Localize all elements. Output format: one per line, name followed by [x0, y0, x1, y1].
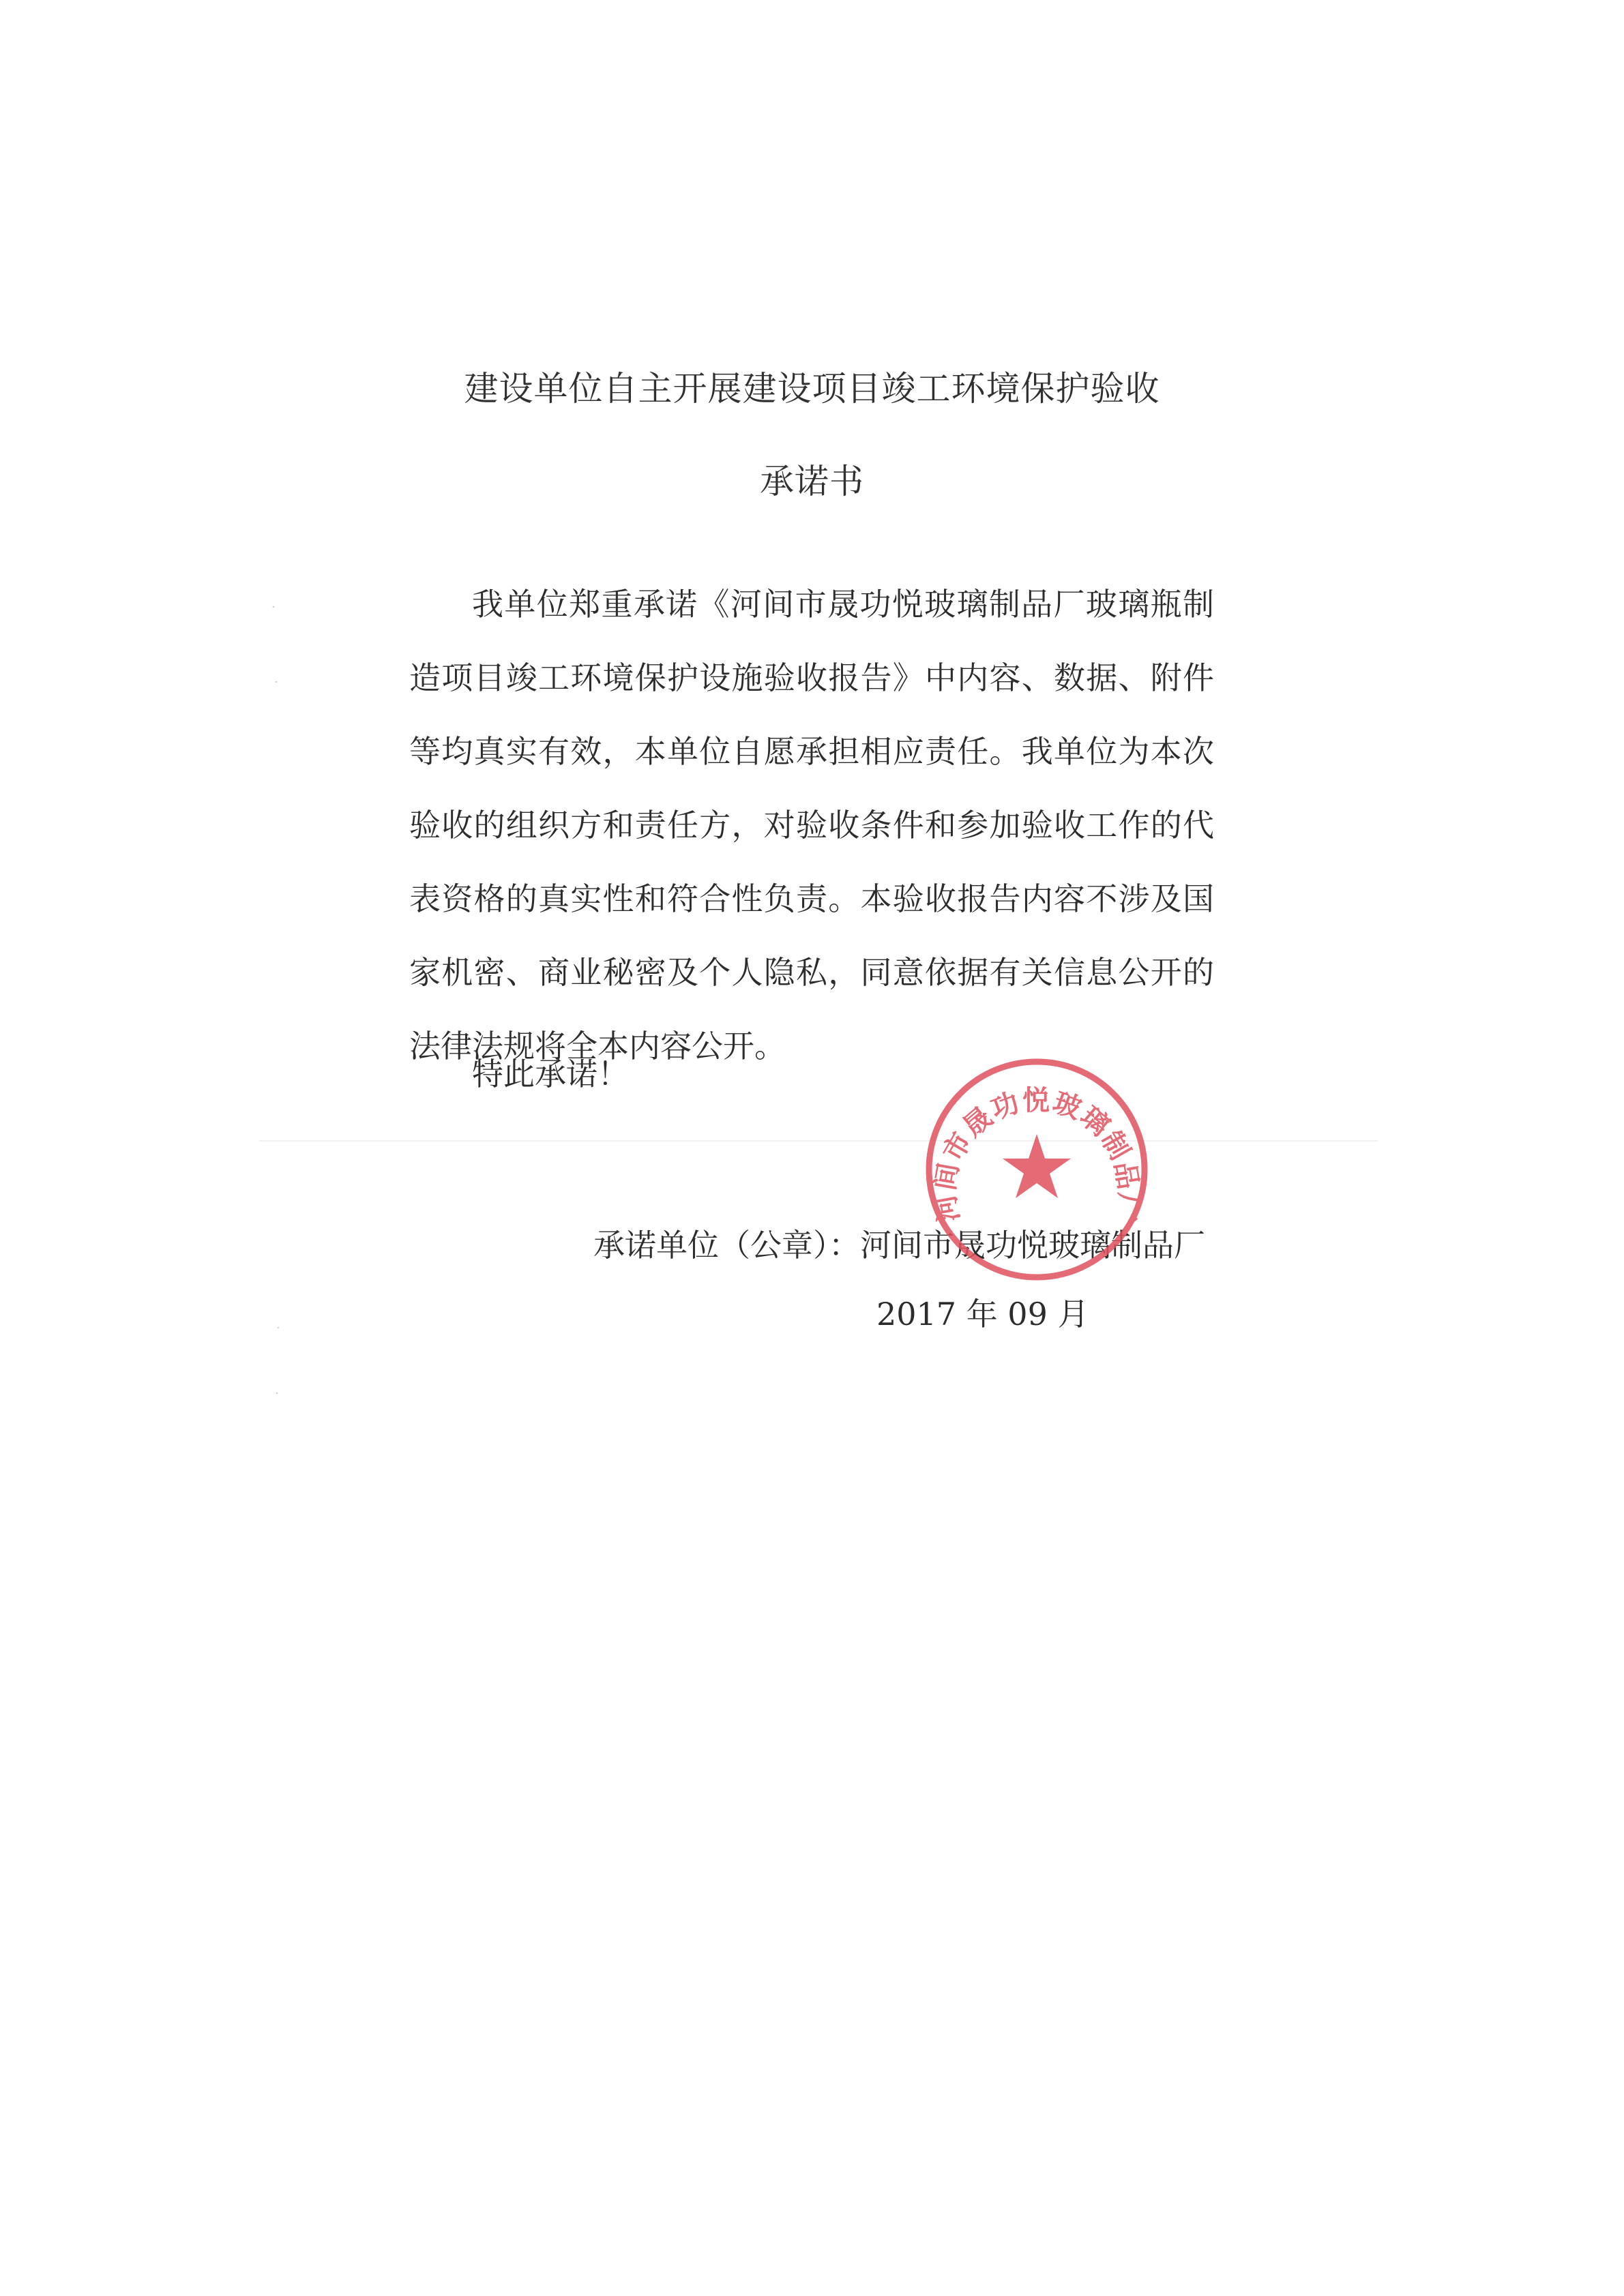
seal-star-icon [1003, 1134, 1071, 1198]
scan-speck: · [275, 1386, 279, 1401]
scan-artifact-line [259, 1140, 1378, 1142]
document-title: 建设单位自主开展建设项目竣工环境保护验收 [464, 369, 1160, 408]
scan-speck: · [276, 1321, 280, 1335]
signer-line: 承诺单位（公章）：河间市晟功悦玻璃制品厂 [593, 1227, 1205, 1264]
seal-graphic [921, 1054, 1153, 1285]
document-subtitle: 承诺书 [760, 462, 864, 501]
signature-date: 2017 年 09 月 [876, 1296, 1089, 1332]
closing-statement: 特此承诺！ [472, 1056, 629, 1092]
scan-speck: · [271, 600, 276, 614]
seal-text: 河间市晟功悦玻璃制品厂 [928, 1084, 1145, 1225]
scan-speck: · [274, 675, 278, 689]
official-seal [921, 1054, 1153, 1285]
commitment-body: 我单位郑重承诺《河间市晟功悦玻璃制品厂玻璃瓶制造项目竣工环境保护设施验收报告》中内容、数据、附件等均真实有效，本单位自愿承担相应责任。我单位为本次验收的组织方和责任方，对验收条件和参加验收工作的代表资格的真实性和符合性负责。本验收报告内容不涉及国家机密、商业秘密及个人隐私，同意依据有关信息公开的法律法规将全本内容公开。 [409, 586, 1214, 1064]
